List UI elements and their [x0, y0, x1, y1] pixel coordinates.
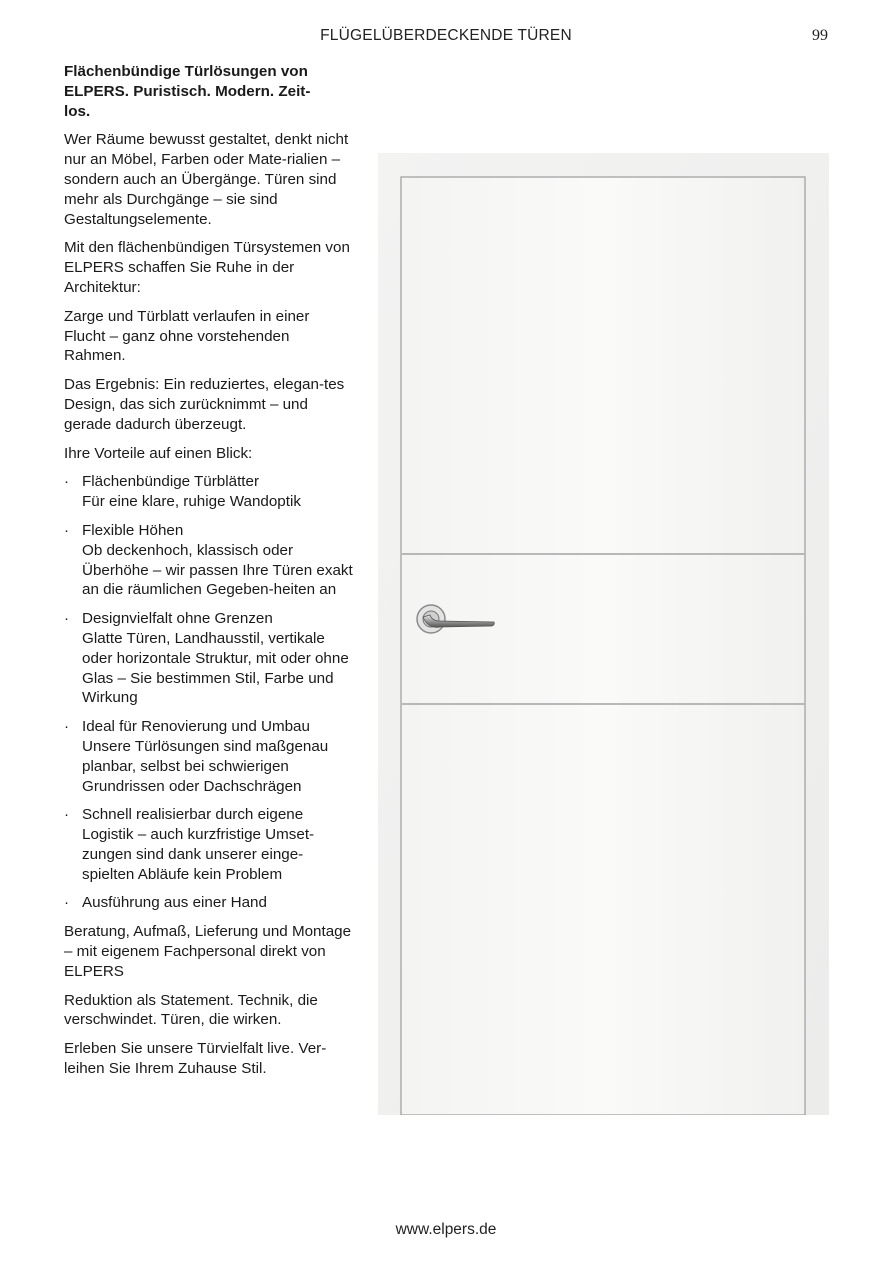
benefit-title: Designvielfalt ohne Grenzen — [82, 610, 273, 628]
list-item — [64, 472, 354, 512]
bullet: · — [64, 806, 70, 824]
list-item — [64, 609, 354, 708]
intro-paragraph: Das Ergebnis: Ein reduziertes, elegan-tes Design, das sich zurücknimmt – und gerade dadurch überzeugt. — [64, 376, 345, 433]
list-item — [64, 717, 354, 796]
bullet: · — [64, 718, 70, 736]
bullet: · — [64, 610, 70, 628]
benefit-text: Ob deckenhoch, klassisch oder Überhöhe – wir passen Ihre Türen exakt an die räumlichen Gegeben-heiten an — [82, 541, 353, 599]
list-item — [64, 521, 354, 600]
closing-paragraph: Erleben Sie unsere Türvielfalt live. Ver-leihen Sie Ihrem Zuhause Stil. — [64, 1040, 327, 1078]
closing-paragraph: Reduktion als Statement. Technik, die verschwindet. Türen, die wirken. — [64, 991, 318, 1029]
bullet: · — [64, 473, 70, 491]
benefit-text: Für eine klare, ruhige Wandoptik — [82, 493, 301, 511]
benefits-intro: Ihre Vorteile auf einen Blick: — [64, 444, 253, 462]
page-number: 99 — [812, 27, 828, 44]
benefit-title: Ausführung aus einer Hand — [82, 894, 267, 912]
door-photo — [378, 153, 829, 1115]
benefit-text: Glatte Türen, Landhausstil, vertikale oder horizontale Struktur, mit oder ohne Glas – Sie bestimmen Stil, Farbe und Wirkung — [82, 629, 349, 707]
bullet: · — [64, 521, 70, 539]
benefit-text: Unsere Türlösungen sind maßgenau planbar, selbst bei schwierigen Grundrissen oder Dachschrägen — [82, 737, 329, 795]
running-header-title: FLÜGELÜBERDECKENDE TÜREN — [320, 27, 572, 44]
benefits-list — [64, 472, 354, 913]
benefit-title: Ideal für Renovierung und Umbau — [82, 718, 310, 736]
text-column — [64, 62, 354, 1088]
list-item — [64, 893, 354, 913]
closing-paragraph: Beratung, Aufmaß, Lieferung und Montage – mit eigenem Fachpersonal direkt von ELPERS — [64, 923, 352, 980]
intro-paragraph: Wer Räume bewusst gestaltet, denkt nicht nur an Möbel, Farben oder Mate-rialien – sondern auch an Übergänge. Türen sind mehr als Durchgänge – sie sind Gestaltungselemente. — [64, 131, 349, 228]
door-leaf — [401, 177, 805, 1115]
benefit-title: Flexible Höhen — [82, 521, 184, 539]
bullet: · — [64, 894, 70, 912]
intro-paragraph: Zarge und Türblatt verlaufen in einer Flucht – ganz ohne vorstehenden Rahmen. — [64, 307, 310, 365]
benefit-title: Schnell realisierbar durch eigene Logistik – auch kurzfristige Umset-zungen sind dank unserer einge-spielten Abläufe kein Problem — [82, 806, 315, 883]
benefit-title: Flächenbündige Türblätter — [82, 473, 260, 491]
list-item — [64, 805, 354, 884]
footer-url: www.elpers.de — [395, 1221, 497, 1238]
intro-paragraph: Mit den flächenbündigen Türsystemen von ELPERS schaffen Sie Ruhe in der Architektur: — [64, 239, 350, 296]
headline: Flächenbündige Türlösungen von ELPERS. Puristisch. Modern. Zeit-los. — [64, 63, 311, 120]
